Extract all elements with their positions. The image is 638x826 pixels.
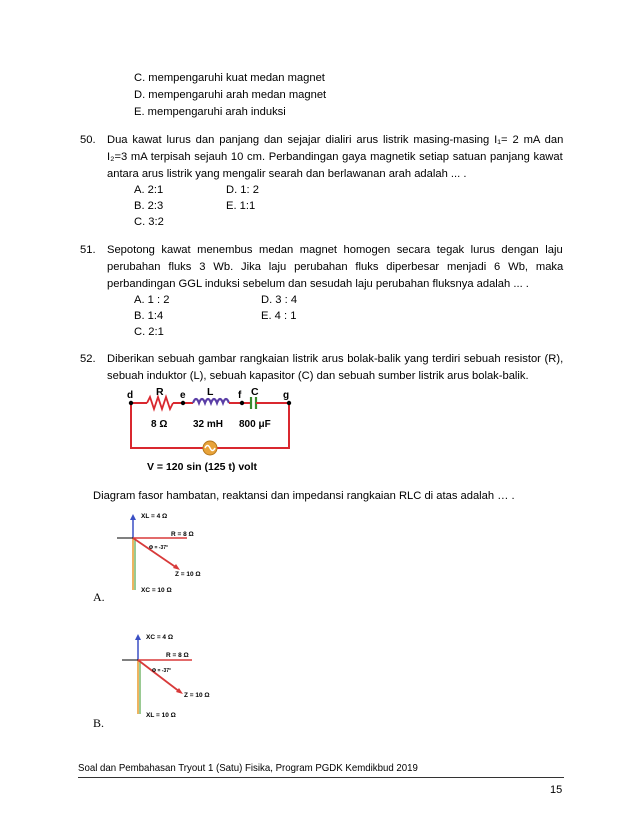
phasor-a-z-label: Z = 10 Ω: [175, 571, 201, 578]
phasor-a-r-label: R = 8 Ω: [171, 531, 194, 538]
q51-line3: perbandingan GGL induksi sebelum dan sesudah laju perubahan fluksnya adalah ... .: [107, 278, 529, 290]
node-d-label: d: [127, 390, 134, 401]
rlc-circuit-diagram: [125, 386, 300, 478]
footer-divider: [78, 777, 564, 778]
phasor-a-phi-label: Φ = -37°: [149, 545, 169, 551]
resistor-value: 8 Ω: [151, 419, 168, 430]
prev-option-e: E. mempengaruhi arah induksi: [134, 106, 286, 118]
q52-number: 52.: [80, 353, 96, 365]
phasor-diagram-a: [115, 510, 225, 602]
node-d-dot: [129, 401, 133, 405]
prev-option-c: C. mempengaruhi kuat medan magnet: [134, 72, 325, 84]
q52-line2: sebuah induktor (L), sebuah kapasitor (C) dan sebuah sumber listrik arus bolak-balik.: [107, 370, 529, 382]
phasor-b-xc-label: XC = 4 Ω: [146, 634, 174, 641]
node-f-label: f: [238, 390, 242, 401]
node-e-dot: [181, 401, 185, 405]
q50-option-b: B. 2:3: [134, 200, 164, 212]
q50-line2: I₂=3 mA terpisah sejauh 10 cm. Perbandingan gaya magnetik setiap satuan panjang kawat: [107, 151, 563, 163]
q50-option-c: C. 3:2: [134, 216, 164, 228]
q50-number: 50.: [80, 134, 96, 146]
prev-option-d: D. mempengaruhi arah medan magnet: [134, 89, 327, 101]
phasor-b-xc-arrowhead: [135, 634, 141, 640]
q50-line1: Dua kawat lurus dan panjang dan sejajar dialiri arus listrik masing-masing I₁= 2 mA dan: [107, 134, 564, 146]
q51-option-a: A. 1 : 2: [134, 294, 170, 306]
q50-option-a: A. 2:1: [134, 184, 164, 196]
q52-option-a-label: A.: [93, 590, 105, 604]
capacitor-value: 800 μF: [239, 419, 271, 430]
phasor-a-xl-arrowhead: [130, 514, 136, 520]
q52-option-b-label: B.: [93, 716, 105, 730]
resistor-label: R: [156, 386, 164, 398]
phasor-a-xl-label: XL = 4 Ω: [141, 513, 168, 520]
inductor-symbol: [193, 399, 229, 403]
q51-option-c: C. 2:1: [134, 326, 164, 338]
q51-number: 51.: [80, 244, 96, 256]
node-g-label: g: [283, 390, 290, 401]
inductor-label: L: [207, 386, 214, 398]
resistor-symbol: [147, 397, 173, 409]
q50-option-d: D. 1: 2: [226, 184, 259, 196]
q52-line1: Diberikan sebuah gambar rangkaian listrik arus bolak-balik yang terdiri sebuah resistor (R),: [107, 353, 564, 365]
q51-line2: perubahan fluks 3 Wb. Jika laju perubahan fluks diperbesar menjadi 6 Wb, maka: [107, 261, 564, 273]
phasor-b-phi-label: Φ = -37°: [152, 668, 172, 674]
phasor-a-xc-label: XC = 10 Ω: [141, 587, 172, 594]
node-f-dot: [240, 401, 244, 405]
q51-line1: Sepotong kawat menembus medan magnet homogen secara tegak lurus dengan laju: [107, 244, 563, 256]
q50-option-e: E. 1:1: [226, 200, 256, 212]
q51-option-b: B. 1:4: [134, 310, 164, 322]
phasor-diagram-b: [120, 630, 230, 722]
q51-option-e: E. 4 : 1: [261, 310, 297, 322]
source-equation: V = 120 sin (125 t) volt: [147, 461, 258, 473]
page-footer-text: Soal dan Pembahasan Tryout 1 (Satu) Fisika, Program PGDK Kemdikbud 2019: [78, 762, 418, 774]
phasor-b-z-vector: [138, 660, 180, 692]
inductor-value: 32 mH: [193, 419, 224, 430]
capacitor-label: C: [251, 386, 259, 398]
node-e-label: e: [180, 390, 186, 401]
page-number: 15: [550, 784, 563, 796]
phasor-b-r-label: R = 8 Ω: [166, 652, 189, 659]
phasor-b-z-label: Z = 10 Ω: [184, 692, 210, 699]
q52-diagram-prompt: Diagram fasor hambatan, reaktansi dan impedansi rangkaian RLC di atas adalah … .: [93, 490, 515, 502]
phasor-b-xl-label: XL = 10 Ω: [146, 712, 176, 719]
q51-option-d: D. 3 : 4: [261, 294, 298, 306]
q50-line3: antara arus listrik yang mengalir searah dan berlawanan arah adalah ... .: [107, 168, 467, 180]
node-g-dot: [287, 401, 291, 405]
phasor-a-z-vector: [133, 538, 177, 568]
